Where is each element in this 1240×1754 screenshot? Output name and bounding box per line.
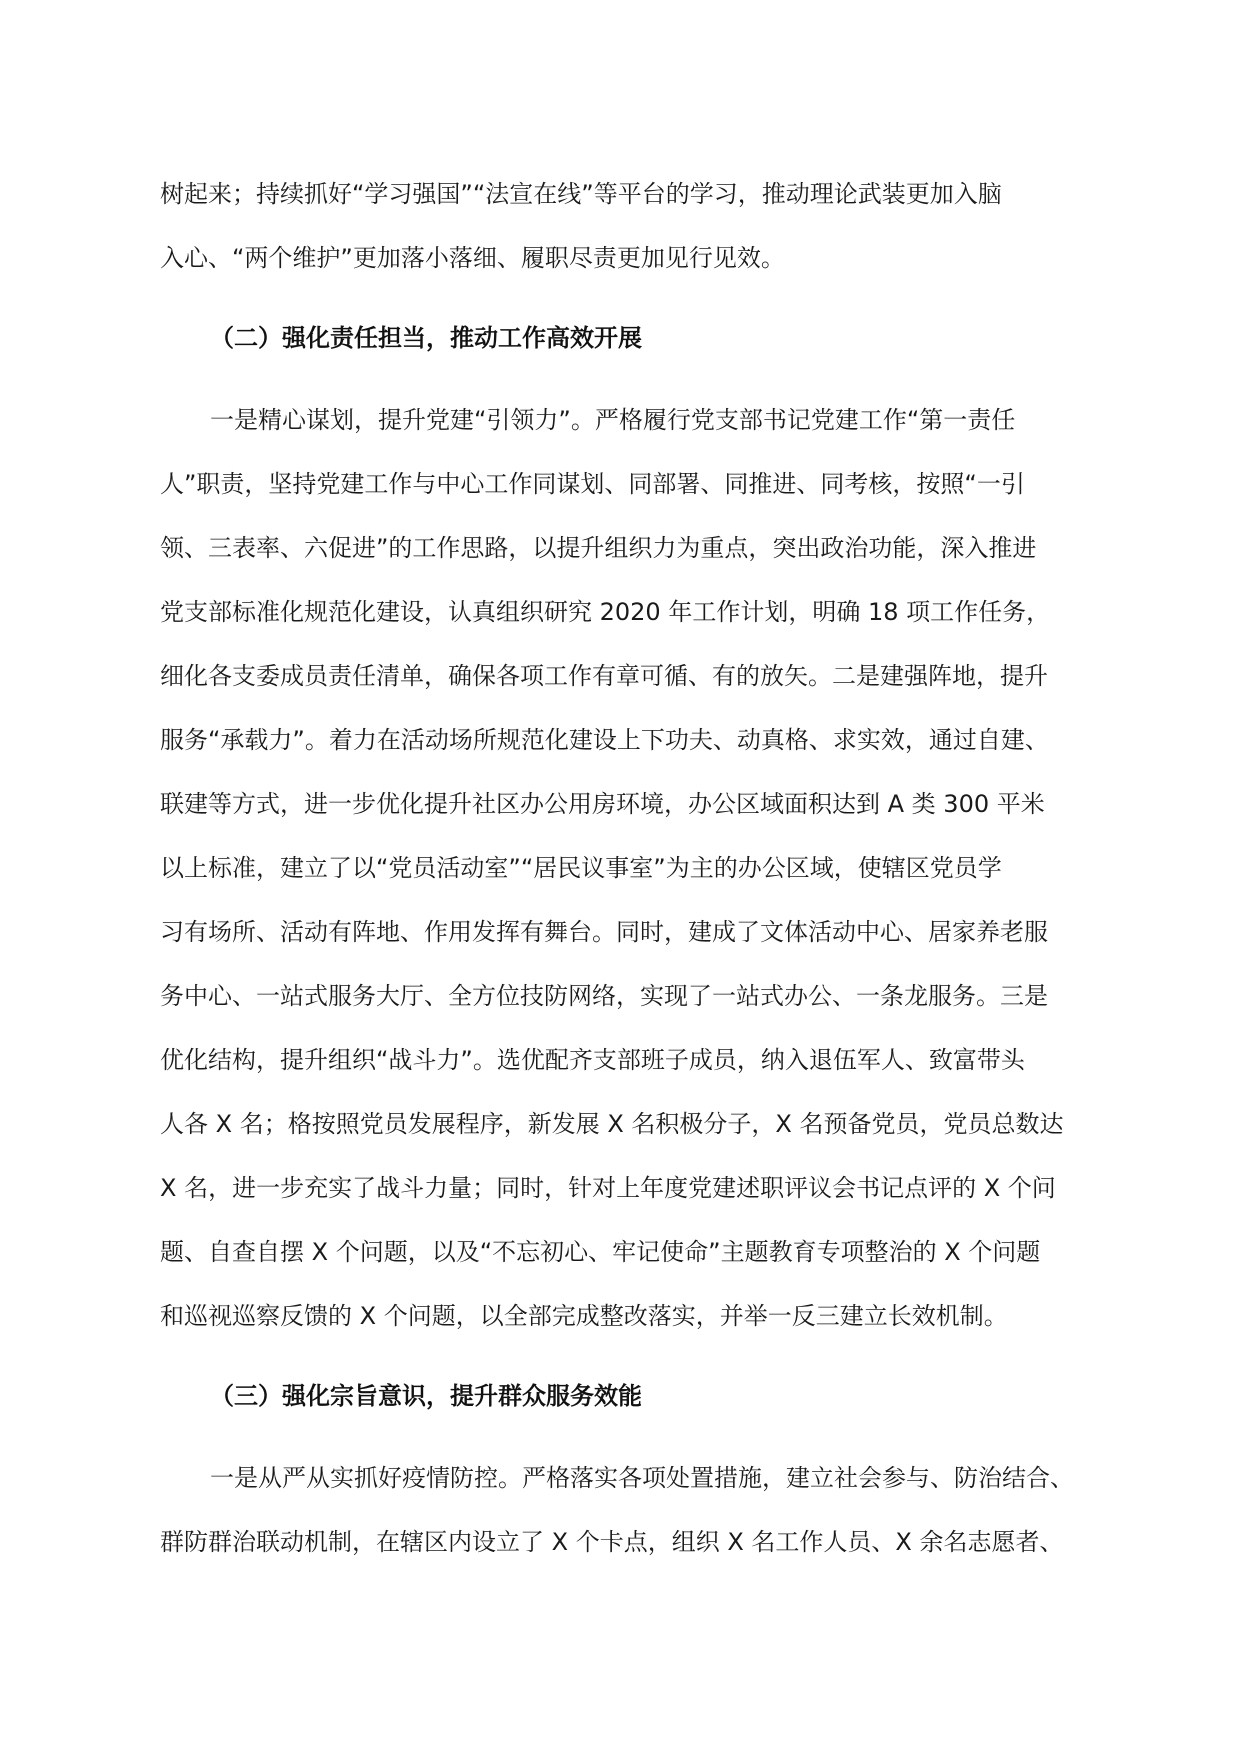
body-text-line: 联建等方式，进一步优化提升社区办公用房环境，办公区域面积达到 A 类 300 平米 xyxy=(160,790,1045,818)
body-text-line: 和巡视巡察反馈的 X 个问题，以全部完成整改落实，并举一反三建立长效机制。 xyxy=(160,1302,1008,1330)
paragraph-first-line: 一是精心谋划，提升党建“引领力”。严格履行党支部书记党建工作“第一责任 xyxy=(210,406,1016,434)
body-text-line: 群防群治联动机制，在辖区内设立了 X 个卡点，组织 X 名工作人员、X 余名志愿者、 xyxy=(160,1528,1064,1556)
body-text-line: X 名，进一步充实了战斗力量；同时，针对上年度党建述职评议会书记点评的 X 个问 xyxy=(160,1174,1056,1202)
body-text-line: 务中心、一站式服务大厅、全方位技防网络，实现了一站式办公、一条龙服务。三是 xyxy=(160,982,1048,1010)
section-heading: （三）强化宗旨意识，提升群众服务效能 xyxy=(210,1382,642,1410)
body-text-line: 习有场所、活动有阵地、作用发挥有舞台。同时，建成了文体活动中心、居家养老服 xyxy=(160,918,1048,946)
body-text-line: 树起来；持续抓好“学习强国”“法宣在线”等平台的学习，推动理论武装更加入脑 xyxy=(160,180,1002,208)
body-text-line: 入心、“两个维护”更加落小落细、履职尽责更加见行见效。 xyxy=(160,244,785,272)
body-text-line: 人”职责，坚持党建工作与中心工作同谋划、同部署、同推进、同考核，按照“一引 xyxy=(160,470,1025,498)
body-text-line: 人各 X 名；格按照党员发展程序，新发展 X 名积极分子，X 名预备党员，党员总数达 xyxy=(160,1110,1064,1138)
body-text-line: 服务“承载力”。着力在活动场所规范化建设上下功夫、动真格、求实效，通过自建、 xyxy=(160,726,1049,754)
body-text-line: 优化结构，提升组织“战斗力”。选优配齐支部班子成员，纳入退伍军人、致富带头 xyxy=(160,1046,1025,1074)
body-text-line: 领、三表率、六促进”的工作思路，以提升组织力为重点，突出政治功能，深入推进 xyxy=(160,534,1037,562)
body-text-line: 题、自查自摆 X 个问题，以及“不忘初心、牢记使命”主题教育专项整治的 X 个问题 xyxy=(160,1238,1041,1266)
paragraph-first-line: 一是从严从实抓好疫情防控。严格落实各项处置措施，建立社会参与、防治结合、 xyxy=(210,1464,1074,1492)
body-text-line: 党支部标准化规范化建设，认真组织研究 2020 年工作计划，明确 18 项工作任务， xyxy=(160,598,1051,626)
body-text-line: 细化各支委成员责任清单，确保各项工作有章可循、有的放矢。二是建强阵地，提升 xyxy=(160,662,1048,690)
section-heading: （二）强化责任担当，推动工作高效开展 xyxy=(210,324,642,352)
body-text-line: 以上标准，建立了以“党员活动室”“居民议事室”为主的办公区域，使辖区党员学 xyxy=(160,854,1002,882)
